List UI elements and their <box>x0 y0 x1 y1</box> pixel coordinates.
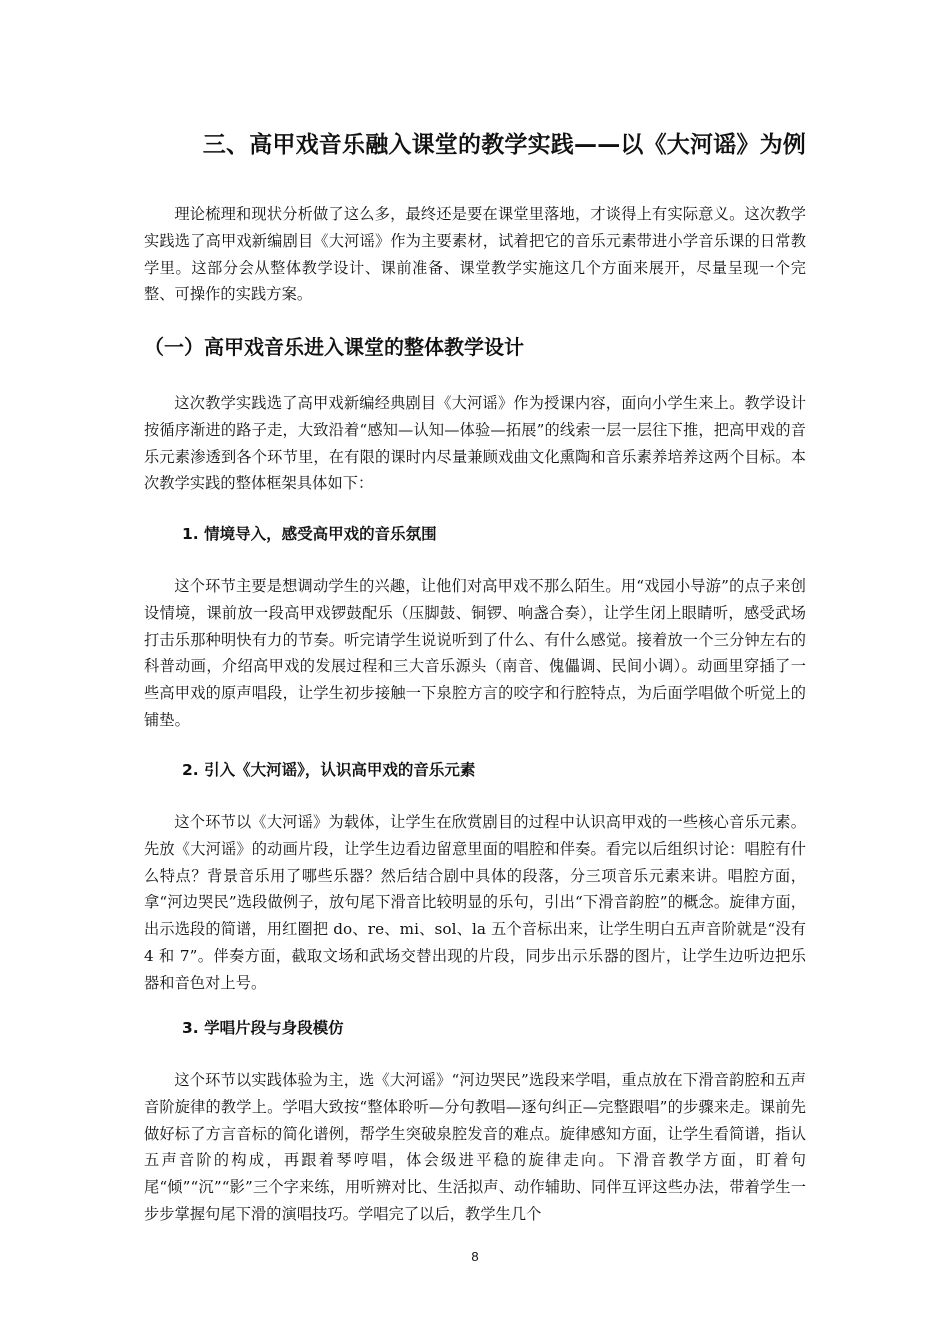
section-paragraph: 这次教学实践选了高甲戏新编经典剧目《大河谣》作为授课内容，面向小学生来上。教学设计按循序渐进的路子走，大致沿着“感知—认知—体验—拓展”的线索一层一层往下推，把高甲戏的音乐元素渗透到各个环节里，在有限的课时内尽量兼顾戏曲文化熏陶和音乐素养培养这两个目标。本次教学实践的整体框架具体如下： <box>144 394 806 493</box>
subsection-paragraph-1: 这个环节主要是想调动学生的兴趣，让他们对高甲戏不那么陌生。用“戏园小导游”的点子来创设情境，课前放一段高甲戏锣鼓配乐（压脚鼓、铜锣、响盏合奏），让学生闭上眼睛听，感受武场打击乐那种明快有力的节奏。听完请学生说说听到了什么、有什么感觉。接着放一个三分钟左右的科普动画，介绍高甲戏的发展过程和三大音乐源头（南音、傀儡调、民间小调）。动画里穿插了一些高甲戏的原声唱段，让学生初步接触一下泉腔方言的咬字和行腔特点，为后面学唱做个听觉上的铺垫。 <box>144 577 806 729</box>
section-title: （一）高甲戏音乐进入课堂的整体教学设计 <box>144 335 524 359</box>
intro-paragraph: 理论梳理和现状分析做了这么多，最终还是要在课堂里落地，才谈得上有实际意义。这次教学实践选了高甲戏新编剧目《大河谣》作为主要素材，试着把它的音乐元素带进小学音乐课的日常教学里。这部分会从整体教学设计、课前准备、课堂教学实施这几个方面来展开，尽量呈现一个完整、可操作的实践方案。 <box>144 205 806 304</box>
subsection-title-1: 1. 情境导入，感受高甲戏的音乐氛围 <box>182 525 437 543</box>
chapter-title: 三、高甲戏音乐融入课堂的教学实践——以《大河谣》为例 <box>202 132 806 158</box>
subsection-title-2: 2. 引入《大河谣》，认识高甲戏的音乐元素 <box>182 761 476 779</box>
subsection-paragraph-3: 这个环节以实践体验为主，选《大河谣》“河边哭民”选段来学唱，重点放在下滑音韵腔和五声音阶旋律的教学上。学唱大致按“整体聆听—分句教唱—逐句纠正—完整跟唱”的步骤来走。课前先做好标了方言音标的简化谱例，帮学生突破泉腔发音的难点。旋律感知方面，让学生看简谱，指认五声音阶的构成，再跟着琴哼唱，体会级进平稳的旋律走向。下滑音教学方面，盯着句尾“倾”“沉”“影”三个字来练，用听辨对比、生活拟声、动作辅助、同伴互评这些办法，带着学生一步步掌握句尾下滑的演唱技巧。学唱完了以后，教学生几个 <box>144 1071 806 1223</box>
page-number: 8 <box>471 1249 479 1264</box>
subsection-title-3: 3. 学唱片段与身段模仿 <box>182 1019 344 1037</box>
subsection-paragraph-2: 这个环节以《大河谣》为载体，让学生在欣赏剧目的过程中认识高甲戏的一些核心音乐元素。先放《大河谣》的动画片段，让学生边看边留意里面的唱腔和伴奏。看完以后组织讨论：唱腔有什么特点？背景音乐用了哪些乐器？然后结合剧中具体的段落，分三项音乐元素来讲。唱腔方面，拿“河边哭民”选段做例子，放句尾下滑音比较明显的乐句，引出“下滑音韵腔”的概念。旋律方面，出示选段的简谱，用红圈把 do、re、mi、sol、la 五个音标出来，让学生明白五声音阶就是“没有 4 和 7”。伴奏方面，截取文场和武场交替出现的片段，同步出示乐器的图片，让学生边听边把乐器和音色对上号。 <box>144 813 806 992</box>
